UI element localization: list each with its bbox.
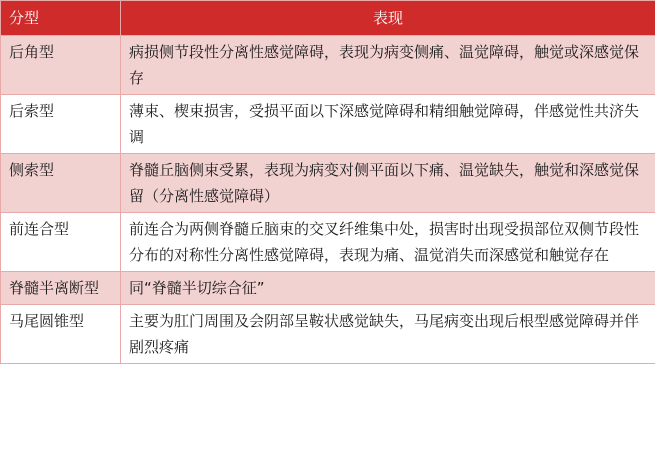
table-body	[1, 36, 655, 364]
row-description: 同“脊髓半切综合征”	[121, 272, 655, 305]
row-type: 后角型	[1, 36, 121, 95]
table-row	[1, 36, 655, 95]
table-row	[1, 95, 655, 154]
row-description: 主要为肛门周围及会阴部呈鞍状感觉缺失，马尾病变出现后根型感觉障碍并伴剧烈疼痛	[121, 305, 655, 364]
row-description: 脊髓丘脑侧束受累，表现为病变对侧平面以下痛、温觉缺失，触觉和深感觉保留（分离性感觉障碍）	[121, 154, 655, 213]
table-row	[1, 213, 655, 272]
row-type: 后索型	[1, 95, 121, 154]
table-row	[1, 154, 655, 213]
row-type: 前连合型	[1, 213, 121, 272]
table-header	[1, 1, 655, 36]
row-type: 脊髓半离断型	[1, 272, 121, 305]
row-description: 前连合为两侧脊髓丘脑束的交叉纤维集中处，损害时出现受损部位双侧节段性分布的对称性分离性感觉障碍，表现为痛、温觉消失而深感觉和触觉存在	[121, 213, 655, 272]
table-row	[1, 272, 655, 305]
row-type: 马尾圆锥型	[1, 305, 121, 364]
row-description: 薄束、楔束损害，受损平面以下深感觉障碍和精细触觉障碍，伴感觉性共济失调	[121, 95, 655, 154]
row-type: 侧索型	[1, 154, 121, 213]
row-description: 病损侧节段性分离性感觉障碍，表现为病变侧痛、温觉障碍，触觉或深感觉保存	[121, 36, 655, 95]
header-row	[1, 1, 655, 36]
table-row	[1, 305, 655, 364]
header-type: 分型	[1, 1, 121, 36]
header-description: 表现	[121, 1, 655, 36]
